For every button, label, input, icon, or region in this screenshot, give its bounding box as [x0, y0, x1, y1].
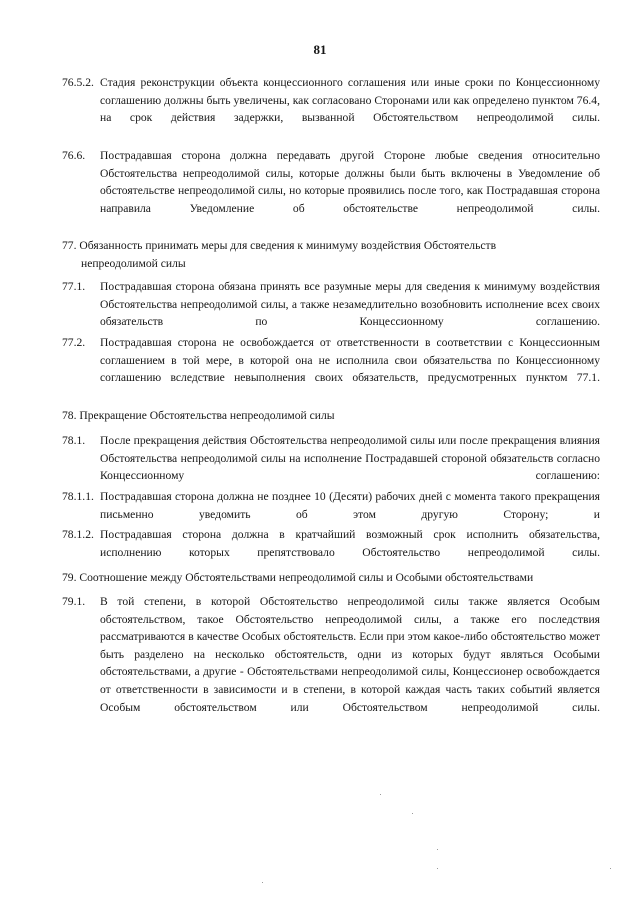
- clause-text: В той степени, в которой Обстоятельство непреодолимой силы также является Особым обстоятельством, такое Обстоятельство непреодолимой силы, а также его последствия рассматриваются в качестве Особых обстоятельств. Если при этом какое-либо обстоятельство может быть разделено на несколько обстоятельств, одни из которых будут являться Особыми обстоятельствами, а другие - Обстоятельствами непреодолимой силы, Концессионер освобождается от ответственности в зависимости и в степени, в которой каждая часть таких событий является Особым обстоятельством или Обстоятельством непреодолимой силы.: [100, 595, 600, 714]
- clause-number: 79.1.: [62, 595, 86, 608]
- section-heading-text: 77. Обязанность принимать меры для сведения к минимуму воздействия Обстоятельств: [62, 239, 497, 252]
- scan-speck: [380, 794, 381, 795]
- clause-number: 77.2.: [62, 336, 86, 349]
- clause-number: 78.1.1.: [62, 490, 94, 503]
- section-heading-text: 79. Соотношение между Обстоятельствами непреодолимой силы и Особыми обстоятельствами: [62, 571, 534, 584]
- clause-text: Пострадавшая сторона должна передавать другой Стороне любые сведения относительно Обстоятельства непреодолимой силы, которые должны были быть включены в Уведомление об обстоятельстве непреодолимой силы, но которые проявились после того, как Пострадавшая сторона направила Уведомление об обстоятельстве непреодолимой силы.: [100, 149, 600, 215]
- section-heading-79: [62, 569, 602, 587]
- clause-text: Стадия реконструкции объекта концессионного соглашения или иные сроки по Концессионному соглашению должны быть увеличены, как согласовано Сторонами или как определено пунктом 76.4, на срок действия задержки, вызванной Обстоятельством непреодолимой силы.: [100, 76, 600, 125]
- scan-speck: [262, 882, 263, 883]
- clause-number: 78.1.2.: [62, 528, 94, 541]
- clause-number: 77.1.: [62, 280, 86, 293]
- clause-text: Пострадавшая сторона должна не позднее 10 (Десяти) рабочих дней с момента такого прекращения письменно уведомить об этом другую Сторону; и: [100, 490, 600, 521]
- scan-speck: [437, 868, 438, 869]
- clause-number: 78.1.: [62, 434, 86, 447]
- section-heading-text: 78. Прекращение Обстоятельства непреодолимой силы: [62, 409, 335, 422]
- scan-speck: [437, 849, 438, 850]
- section-heading-continuation: непреодолимой силы: [81, 256, 186, 270]
- clause-text: Пострадавшая сторона должна в кратчайший возможный срок исполнить обязательства, исполнению которых препятствовало Обстоятельство непреодолимой силы.: [100, 528, 600, 559]
- clause-76-6: [62, 147, 600, 235]
- scan-speck: [412, 813, 413, 814]
- scan-speck: [610, 868, 611, 869]
- section-heading-77: [62, 237, 602, 272]
- clause-number: 76.5.2.: [62, 76, 94, 89]
- clause-number: 76.6.: [62, 149, 86, 162]
- section-heading-78: [62, 407, 602, 425]
- page-number: 81: [313, 42, 327, 57]
- clause-text: Пострадавшая сторона обязана принять все разумные меры для сведения к минимуму воздействия Обстоятельства непреодолимой силы, а также незамедлительно возобновить исполнение всех своих обязательств по Концессионному соглашению.: [100, 280, 600, 329]
- clause-text: После прекращения действия Обстоятельства непреодолимой силы или после прекращения влияния Обстоятельства непреодолимой силы на исполнение Пострадавшей стороной обязательств согласно Концессионному соглашению:: [100, 434, 600, 483]
- clause-text: Пострадавшая сторона не освобождается от ответственности в соответствии с Концессионным соглашением в той мере, в которой она не исполнила свои обязательства по Концессионному соглашению вследствие невыполнения своих обязательств, предусмотренных пунктом 77.1.: [100, 336, 600, 385]
- clause-79-1: [62, 593, 600, 734]
- clause-76-5-2: [62, 74, 600, 144]
- clause-77-2: [62, 334, 600, 404]
